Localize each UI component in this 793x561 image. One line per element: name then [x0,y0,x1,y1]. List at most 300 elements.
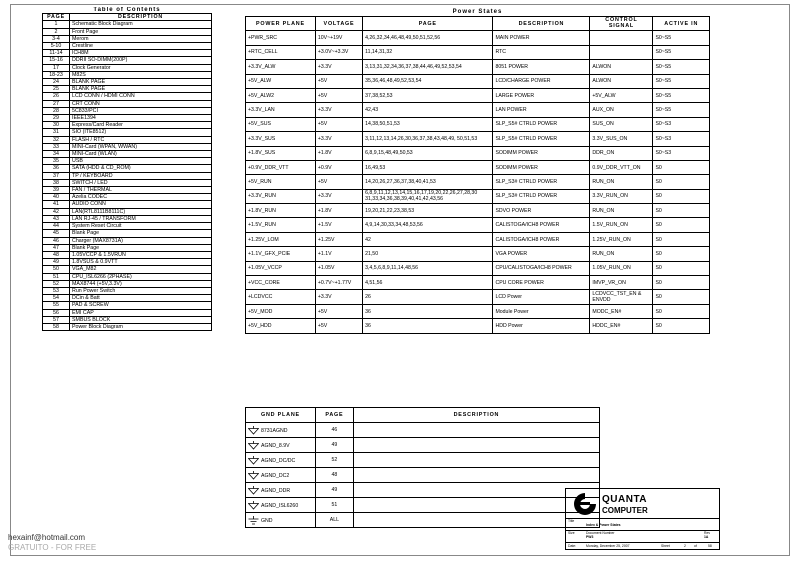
voltage: +1.25V [315,232,362,246]
toc-page: 50 [43,266,70,273]
power-plane: +5V_ALW2 [246,88,316,102]
page-list: 3,11,12,13,14,26,30,36,37,38,43,48,49, 50,51,53 [363,132,493,146]
table-row [43,143,212,150]
gnd-page: 46 [315,423,353,438]
toc-description: MINI-Card (WPAN, WWAN) [70,143,212,150]
table-row [43,79,212,86]
active-in: S0~S5 [653,60,710,74]
toc-description: 5C833/PCI [70,107,212,114]
description: 8051 POWER [493,60,590,74]
toc-page: 1 [43,21,70,28]
toc-page: 26 [43,93,70,100]
sheet-number: 2 [684,544,686,548]
power-plane: +1.1V_GFX_PCIE [246,247,316,261]
toc-description: Front Page [70,28,212,35]
ground-symbol-icon [248,501,259,510]
table-row [43,107,212,114]
voltage: +5V [315,304,362,318]
toc-description: Express/Card Reader [70,122,212,129]
description: VGA POWER [493,247,590,261]
power-plane: +3.3V_SUS [246,132,316,146]
table-row [246,204,710,218]
power-plane: +3.3V_RUN [246,189,316,203]
table-row [43,86,212,93]
gnd-page: 52 [315,453,353,468]
gnd-plane-name: AGND_ISL6260 [261,502,299,509]
toc-description: LAN RJ-45 / TRANSFORM [70,215,212,222]
control-signal: 1.05V_RUN_ON [590,261,653,275]
toc-page: 53 [43,287,70,294]
control-signal [590,31,653,45]
voltage: +1.1V [315,247,362,261]
description: SDVO POWER [493,204,590,218]
ground-symbol-icon [248,456,259,465]
active-in: S0 [653,290,710,304]
table-row [246,146,710,160]
table-row [246,261,710,275]
control-signal: AUX_ON [590,103,653,117]
voltage: +1.8V [315,146,362,160]
description: SLP_S3# CTRLD POWER [493,189,590,203]
gnd-description [353,453,599,468]
toc-description: MAX8744 (+5V,3.3V) [70,280,212,287]
gnd-plane-cell [246,498,316,513]
toc-description: Clock Generator [70,64,212,71]
toc-page: 52 [43,280,70,287]
active-in: S0 [653,218,710,232]
table-row [43,136,212,143]
toc-description: PAD & SCREW [70,302,212,309]
power-col-header: CONTROL SIGNAL [590,17,653,31]
control-signal: 3.3V_SUS_ON [590,132,653,146]
description: HDD Power [493,319,590,333]
gnd-plane-cell [246,513,316,528]
voltage: +5V [315,319,362,333]
power-plane: +PWR_SRC [246,31,316,45]
toc-page: 2 [43,28,70,35]
toc-description: LCD CONN / HDMI CONN [70,93,212,100]
control-signal: 1.25V_RUN_ON [590,232,653,246]
page-list: 14,38,50,51,53 [363,117,493,131]
power-plane: +3.3V_ALW [246,60,316,74]
toc-description: MINI-Card (WLAN) [70,151,212,158]
power-plane: +RTC_CELL [246,45,316,59]
control-signal: +5V_ALW [590,88,653,102]
active-in: S0 [653,189,710,203]
gnd-plane-cell [246,483,316,498]
table-row [43,316,212,323]
gnd-page: ALL [315,513,353,528]
toc-page: 36 [43,165,70,172]
toc-page: 15-16 [43,57,70,64]
page-list: 14,20,26,27,36,37,38,40,41,53 [363,175,493,189]
toc-description: CPU_ISL6266 (2PHASE) [70,273,212,280]
of-label: of [694,544,697,548]
control-signal: RUN_ON [590,204,653,218]
power-plane: +1.8V_RUN [246,204,316,218]
toc-description: VGA_M82 [70,266,212,273]
control-signal: DDR_ON [590,146,653,160]
active-in: S0~S5 [653,74,710,88]
toc-description: AUDIO CONN [70,201,212,208]
gnd-col-header: GND PLANE [246,408,316,423]
toc-description: BLANK PAGE [70,86,212,93]
toc-description: Merom [70,35,212,42]
ground-symbol-icon [248,471,259,480]
page-list: 19,20,21,22,23,38,53 [363,204,493,218]
page-list: 11,14,31,32 [363,45,493,59]
toc-description: DCin & Batt [70,295,212,302]
page-list: 4,51,56 [363,276,493,290]
description: CPU/CALISTOGA/ICH8 POWER [493,261,590,275]
toc-description: ICH8M [70,50,212,57]
gnd-col-header: PAGE [315,408,353,423]
table-row [43,151,212,158]
table-row [246,218,710,232]
page-list: 42 [363,232,493,246]
table-row [43,259,212,266]
toc-description: SIO (ITE8512) [70,129,212,136]
description: SLP_S3# CTRLD POWER [493,175,590,189]
toc-col-desc: DESCRIPTION [70,14,212,21]
page-list: 42,43 [363,103,493,117]
toc-description: Blank Page [70,230,212,237]
table-row [246,175,710,189]
toc-description: Run Power Switch [70,287,212,294]
active-in: S0 [653,261,710,275]
page-list: 3,13,31,32,34,36,37,38,44,46,49,52,53,54 [363,60,493,74]
voltage: +5V [315,175,362,189]
gnd-plane-name: AGND_DDR [261,487,291,494]
gnd-page: 51 [315,498,353,513]
toc-description: TP / KEYBOARD [70,172,212,179]
table-row [43,244,212,251]
description: LCD Power [493,290,590,304]
gnd-plane-table [245,407,600,528]
table-row [43,309,212,316]
description: SLP_S5# CTRLD POWER [493,132,590,146]
voltage: +3.3V [315,103,362,117]
voltage: +1.05V [315,261,362,275]
toc-description: 1.05VCCP & 1.5VRUN [70,251,212,258]
toc-description: EMI CAP [70,309,212,316]
power-col-header: PAGE [363,17,493,31]
table-row [246,247,710,261]
table-row [43,115,212,122]
table-row [246,103,710,117]
table-row [246,498,600,513]
control-signal: LCDVCC_TST_EN & ENVDD [590,290,653,304]
toc-description: LAN(RTL8111B8111C) [70,208,212,215]
toc-description: Azelia CODEC [70,194,212,201]
toc-description: FLASH / RTC [70,136,212,143]
gnd-description [353,483,599,498]
active-in: S0~S5 [653,103,710,117]
table-row [246,290,710,304]
active-in: S0 [653,232,710,246]
gnd-plane-name: AGND_8.9V [261,442,290,449]
power-plane: +1.05V_VCCP [246,261,316,275]
page-list: 21,50 [363,247,493,261]
power-plane: +1.8V_SUS [246,146,316,160]
table-row [43,287,212,294]
toc-page: 40 [43,194,70,201]
description: CPU CORE POWER [493,276,590,290]
gnd-plane-cell [246,453,316,468]
table-row [43,179,212,186]
footer-note: GRATUITO - FOR FREE [8,543,97,552]
gnd-description [353,498,599,513]
description: RTC [493,45,590,59]
gnd-plane-cell [246,468,316,483]
toc-description: System Reset Circuit [70,223,212,230]
page-list: 3,4,5,6,8,9,11,14,48,56 [363,261,493,275]
table-row [43,194,212,201]
toc-description: Charger (MAX8731A) [70,237,212,244]
table-row [43,237,212,244]
table-row [246,232,710,246]
control-signal: 3.3V_RUN_ON [590,189,653,203]
control-signal: ALWON [590,74,653,88]
toc-page: 57 [43,316,70,323]
page-list: 6,8,9,15,48,49,50,53 [363,146,493,160]
toc-page: 51 [43,273,70,280]
toc-page: 24 [43,79,70,86]
power-title: Power States [452,8,503,15]
table-row [43,302,212,309]
toc-page: 27 [43,100,70,107]
toc-title: Table of Contents [93,7,161,13]
power-plane: +1.5V_RUN [246,218,316,232]
active-in: S0 [653,247,710,261]
table-row [43,100,212,107]
page-list: 35,36,46,48,49,52,53,54 [363,74,493,88]
toc-page: 30 [43,122,70,129]
toc-page: 58 [43,323,70,330]
toc-page: 43 [43,215,70,222]
active-in: S0~S5 [653,31,710,45]
table-row [43,273,212,280]
toc-page: 28 [43,107,70,114]
gnd-plane-name: 8731AGND [261,427,288,434]
control-signal: 0.9V_DDR_VTT_ON [590,160,653,174]
toc-page: 34 [43,151,70,158]
voltage: +0.9V [315,160,362,174]
power-plane: +5V_SUS [246,117,316,131]
company-name: QUANTA [602,494,648,505]
toc-page: 31 [43,129,70,136]
control-signal: RUN_ON [590,175,653,189]
table-row [246,483,600,498]
active-in: S0 [653,160,710,174]
description: Module Power [493,304,590,318]
ground-symbol-icon [248,426,259,435]
table-row [43,295,212,302]
table-row [43,208,212,215]
page-list: 36 [363,304,493,318]
toc-description: SWITCH / LED [70,179,212,186]
doc-number: PW3 [586,535,594,539]
power-plane: +0.9V_DDR_VTT [246,160,316,174]
table-row [246,189,710,203]
description: CALISTOGA/ICH8 POWER [493,232,590,246]
table-row [43,71,212,78]
control-signal: MODC_EN# [590,304,653,318]
toc-page: 38 [43,179,70,186]
table-row [43,215,212,222]
page-list: 4,26,32,34,46,48,49,50,51,52,56 [363,31,493,45]
table-row [43,35,212,42]
power-states-table [245,7,710,334]
gnd-plane-cell [246,423,316,438]
sheet-title: Index & Power States [586,523,621,527]
description: LCD/CHARGE POWER [493,74,590,88]
table-row [43,266,212,273]
toc-page: 55 [43,302,70,309]
title-label: Title [568,519,575,523]
table-row [43,28,212,35]
gnd-plane-name: GND [261,517,273,524]
table-row [43,21,212,28]
active-in: S0 [653,304,710,318]
voltage: +5V [315,88,362,102]
gnd-page: 48 [315,468,353,483]
company-division: COMPUTER [602,506,648,515]
date-label: Date: [568,544,577,548]
voltage: +1.5V [315,218,362,232]
power-col-header: VOLTAGE [315,17,362,31]
table-row [246,132,710,146]
table-row [246,45,710,59]
gnd-plane-name: AGND_DC2 [261,472,290,479]
table-row [43,251,212,258]
table-row [246,319,710,333]
gnd-col-header: DESCRIPTION [353,408,599,423]
power-col-header: POWER PLANE [246,17,316,31]
voltage: +5V [315,74,362,88]
toc-description: Schematic Block Diagram [70,21,212,28]
voltage: +1.8V [315,204,362,218]
toc-description: CRT CONN [70,100,212,107]
active-in: S0 [653,319,710,333]
table-row [43,187,212,194]
table-row [246,276,710,290]
table-row [246,74,710,88]
active-in: S0 [653,204,710,218]
page-list: 26 [363,290,493,304]
control-signal: 1.5V_RUN_ON [590,218,653,232]
table-row [43,172,212,179]
table-row [246,438,600,453]
gnd-description [353,513,599,528]
gnd-plane-name: AGND_DC/DC [261,457,296,464]
toc-page: 56 [43,309,70,316]
gnd-description [353,468,599,483]
toc-page: 39 [43,187,70,194]
footer-email: hexainf@hotmail.com [8,533,86,542]
power-col-header: DESCRIPTION [493,17,590,31]
power-plane: +3.3V_LAN [246,103,316,117]
table-row [246,453,600,468]
title-block [565,488,720,550]
table-row [43,57,212,64]
toc-page: 17 [43,64,70,71]
toc-table [42,7,212,331]
page-list: 36 [363,319,493,333]
toc-page: 37 [43,172,70,179]
toc-page: 18-23 [43,71,70,78]
table-row [43,223,212,230]
table-row [43,165,212,172]
power-plane: +5V_RUN [246,175,316,189]
description: CALISTOGA/ICH8 POWER [493,218,590,232]
table-row [43,43,212,50]
toc-description: Power Block Diagram [70,323,212,330]
table-row [43,230,212,237]
description: LAN POWER [493,103,590,117]
description: LARGE POWER [493,88,590,102]
toc-page: 47 [43,244,70,251]
toc-description: IEEE1394 [70,115,212,122]
toc-description: 1.8VSUS & 0.9VTT [70,259,212,266]
toc-page: 41 [43,201,70,208]
control-signal: IMVP_VR_ON [590,276,653,290]
control-signal [590,45,653,59]
toc-page: 49 [43,259,70,266]
page-list: 6,8,9,11,12,13,14,15,16,17,19,20,22,26,27,28,30 31,33,34,36,38,39,40,41,42,43,56 [363,189,493,203]
description: SLP_S5# CTRLD POWER [493,117,590,131]
toc-page: 42 [43,208,70,215]
voltage: +0.7V~+1.77V [315,276,362,290]
toc-page: 11-14 [43,50,70,57]
rev-label: Rev [704,531,711,535]
table-row [43,158,212,165]
date-value: Monday, December 25, 2007 [586,544,630,548]
toc-page: 48 [43,251,70,258]
active-in: S0~S3 [653,132,710,146]
toc-page: 25 [43,86,70,93]
voltage: +3.3V [315,60,362,74]
voltage: 10V~+19V [315,31,362,45]
ground-symbol-icon [248,516,259,525]
description: MAIN POWER [493,31,590,45]
gnd-page: 49 [315,438,353,453]
table-row [43,323,212,330]
toc-description: SATA (HDD & CD_ROM) [70,165,212,172]
active-in: S0~S3 [653,146,710,160]
voltage: +3.3V [315,290,362,304]
gnd-page: 49 [315,483,353,498]
table-row [246,60,710,74]
sheet-label: Sheet [661,544,670,548]
quanta-logo-icon [570,491,600,517]
toc-page: 32 [43,136,70,143]
voltage: +5V [315,117,362,131]
power-plane: +LCDVCC [246,290,316,304]
table-row [246,117,710,131]
page-list: 4,9,14,30,33,34,48,53,56 [363,218,493,232]
active-in: S0~S3 [653,117,710,131]
toc-col-page: PAGE [43,14,70,21]
gnd-description [353,423,599,438]
table-row [43,122,212,129]
toc-page: 46 [43,237,70,244]
voltage: +3.3V [315,132,362,146]
ground-symbol-icon [248,486,259,495]
control-signal: HDDC_EN# [590,319,653,333]
gnd-plane-cell [246,438,316,453]
table-row [246,423,600,438]
